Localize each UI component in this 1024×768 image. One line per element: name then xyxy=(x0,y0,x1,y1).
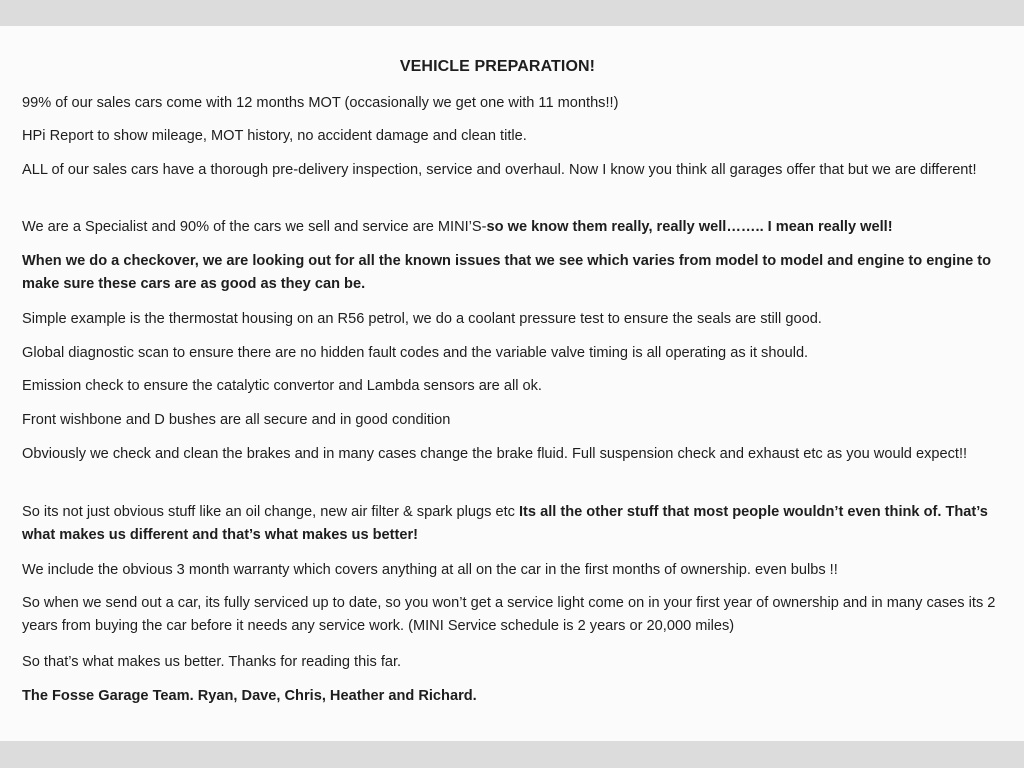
paragraph-mot: 99% of our sales cars come with 12 months MOT (occasionally we get one with 11 months!!) xyxy=(22,95,619,111)
paragraph-other-stuff: So its not just obvious stuff like an oil change, new air filter & spark plugs etc Its all the other stuff that most people wouldn’t even think of. That’s what makes us different and that’s what makes us better! xyxy=(22,504,988,543)
paragraph-diagnostic: Global diagnostic scan to ensure there are no hidden fault codes and the variable valve timing is all operating as it should. xyxy=(22,345,809,361)
paragraph-thanks: So that’s what makes us better. Thanks for reading this far. xyxy=(22,654,402,670)
paragraph-signature: The Fosse Garage Team. Ryan, Dave, Chris, Heather and Richard. xyxy=(22,688,477,704)
paragraph-wishbone: Front wishbone and D bushes are all secure and in good condition xyxy=(22,412,451,428)
paragraph-checkover: When we do a checkover, we are looking out for all the known issues that we see which varies from model to model and engine to engine to make sure these cars are as good as they can be. xyxy=(22,253,992,292)
paragraph-brakes: Obviously we check and clean the brakes and in many cases change the brake fluid. Full suspension check and exhaust etc as you would expect!! xyxy=(22,446,968,462)
paragraph-warranty: We include the obvious 3 month warranty which covers anything at all on the car in the first months of ownership. even bulbs !! xyxy=(22,562,838,578)
paragraph-specialist: We are a Specialist and 90% of the cars we sell and service are MINI’S-so we know them really, really well…….. I mean really well! xyxy=(22,219,893,235)
paragraph-emission: Emission check to ensure the catalytic convertor and Lambda sensors are all ok. xyxy=(22,378,542,394)
paragraph-hpi-report: HPi Report to show mileage, MOT history, no accident damage and clean title. xyxy=(22,128,527,144)
document-title: VEHICLE PREPARATION! xyxy=(399,58,596,75)
document-sheet xyxy=(0,26,1024,741)
paragraph-thermostat: Simple example is the thermostat housing on an R56 petrol, we do a coolant pressure test to ensure the seals are still good. xyxy=(22,311,822,327)
paragraph-service: So when we send out a car, its fully serviced up to date, so you won’t get a service light come on in your first year of ownership and in many cases its 2 years from buying the car before it needs any service work. (MINI Service schedule is 2 years or 20,000 miles) xyxy=(22,595,996,634)
paragraph-inspection: ALL of our sales cars have a thorough pre-delivery inspection, service and overhaul. Now I know you think all garages offer that but we are different! xyxy=(22,162,977,178)
